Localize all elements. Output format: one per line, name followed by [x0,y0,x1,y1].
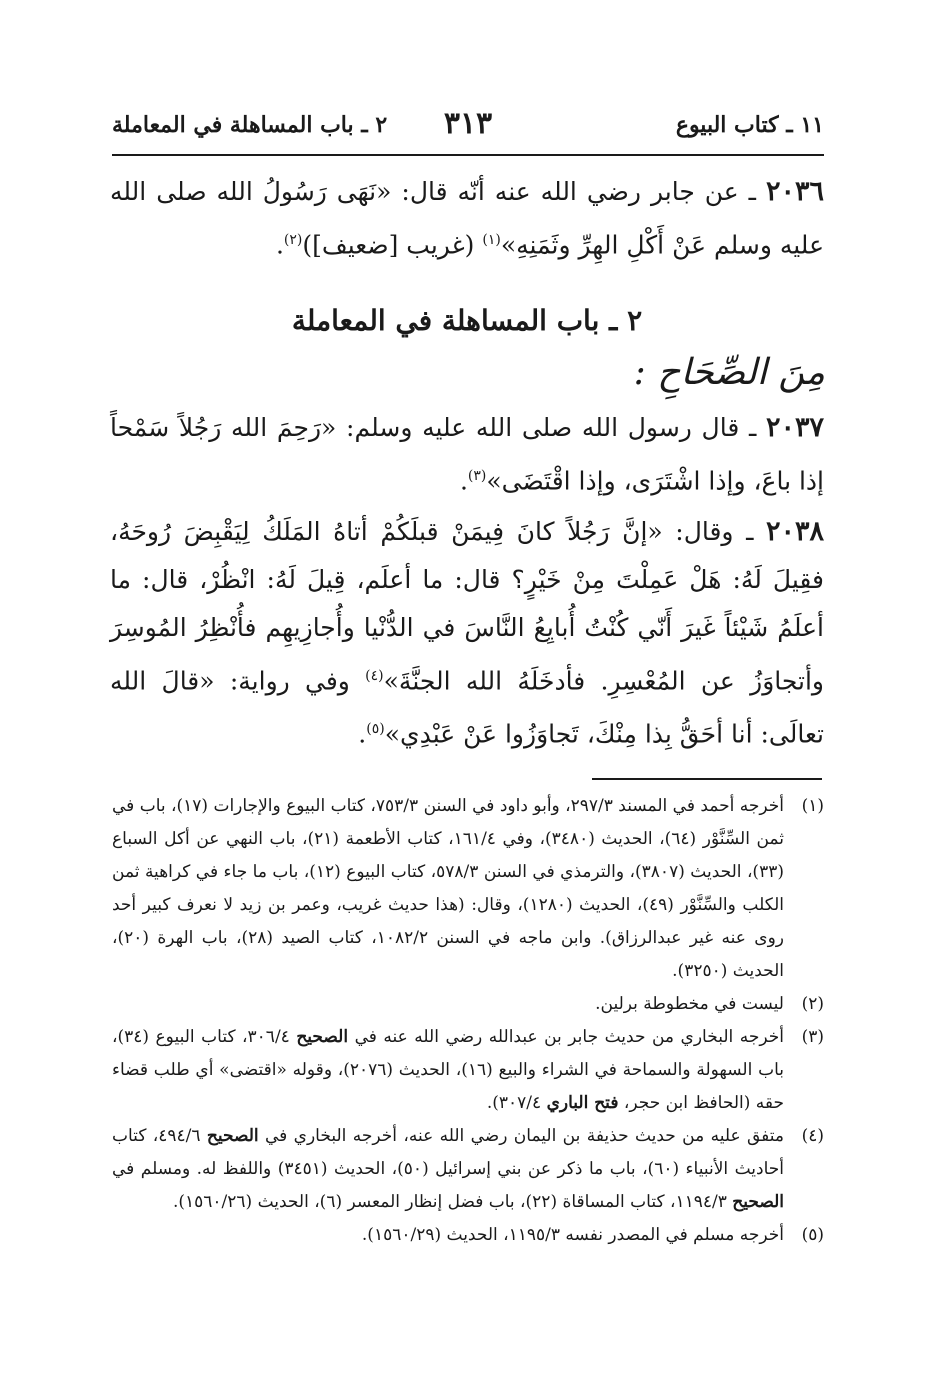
hadith-2037: ٢٠٣٧ ـ قال رسول الله صلى الله عليه وسلم: «رَحِمَ الله رَجُلاً سَمْحاً إذا باعَ، وإذا اشْتَرَى، وإذا اقْتَضَى»$^{(٣)}$. [110,412,824,496]
footnote [112,1120,824,1219]
footnote-text-part: ١١٩٤/٣، كتاب المساقاة (٢٢)، باب فضل إنظار المعسر (٦)، الحديث (١٥٦٠/٢٦). [172,1192,733,1212]
footnote-separator [592,778,822,780]
section-subheading: مِنَ الصِّحَاحِ : [633,352,825,393]
hadith-text: ـ وقال: «إنَّ رَجُلاً كانَ فِيمَنْ قبلَكُمْ أتاهُ المَلَكُ لِيَقْبِضَ رُوحَهُ، فقِيلَ لَهُ: هَلْ عَمِلْتَ مِنْ خَيْرٍ؟ قال: ما أعلَم، قِيلَ لَهُ: انْظُرْ، قال: ما أعلَمُ شَيْئاً غَيرَ أَنّي كُنْتُ أُبايِعُ النَّاسَ في الدُّنْيا وأُجازِيهِم فأُنْظِرُ المُوسِرَ وأتجاوَزُ عن المُعْسِرِ. فأدخَلَهُ الله الجنَّةَ» [110,517,825,696]
footnote-text [112,1120,784,1219]
hadith-number: ٢٠٣٧ [765,412,824,443]
source-title: الصحيح [206,1126,259,1146]
running-header [112,104,824,154]
hadith-2038: ٢٠٣٨ ـ وقال: «إنَّ رَجُلاً كانَ فِيمَنْ قبلَكُمْ أتاهُ المَلَكُ لِيَقْبِضَ رُوحَهُ، فقِيلَ لَهُ: هَلْ عَمِلْتَ مِنْ خَيْرٍ؟ قال: ما أعلَم، قِيلَ لَهُ: انْظُرْ، قال: ما أعلَمُ شَيْئاً غَيرَ أَنّي كُنْتُ أُبايِعُ النَّاسَ في الدُّنْيا وأُجازِيهِم فأُنْظِرُ المُوسِرَ وأتجاوَزُ عن المُعْسِرِ. فأدخَلَهُ الله الجنَّةَ»$^{(٤)}$ وفي رواية: «قالَ الله تعالَى: أنا أحَقُّ بِذا مِنْكَ، تَجاوَزُوا عَنْ عَبْدِي»$^{(٥)}$. [110,516,825,749]
hadith-text: ـ قال رسول الله صلى الله عليه وسلم: «رَحِمَ الله رَجُلاً سَمْحاً إذا باعَ، وإذا اشْتَرَى، وإذا اقْتَضَى» [110,413,824,496]
footnote-ref[interactable]: (١) [482,232,501,248]
footnote-number: (٢) [801,994,824,1014]
header-rule [112,154,824,156]
footnote-text: أخرجه أحمد في المسند ٢٩٧/٣، وأبو داود في السنن ٧٥٣/٣، كتاب البيوع والإجارات (١٧)، باب في ثمن السِّنَّوْر (٦٤)، الحديث (٣٤٨٠)، وفي ١٦١/٤، كتاب الأطعمة (٢١)، باب النهي عن أكل السباع (٣٣)، الحديث (٣٨٠٧)، والترمذي في السنن ٥٧٨/٣، كتاب البيوع (١٢)، باب ما جاء في كراهية ثمن الكلب والسِّنَّوْر (٤٩)، الحديث (١٢٨٠)، وقال: (هذا حديث غريب، وعمر بن زيد لا نعرف كبير أحد روى عنه غير عبدالرزاق). وابن ماجه في السنن ١٠٨٢/٢، كتاب الصيد (٢٨)، باب الهرة (٢٠)، الحديث (٣٢٥٠). [112,796,785,981]
footnote-text-part: ٤٩٤/٦، كتاب أحاديث الأنبياء (٦٠)، باب ما ذكر عن بني إسرائيل (٥٠)، الحديث (٣٤٥١) واللفظ له. ومسلم في [112,1126,784,1179]
footnote-ref[interactable]: (٥) [366,721,385,738]
footnote-number: (٤) [801,1126,824,1146]
source-title: الصحيح [732,1192,784,1212]
footnote-text-part: ٣٠٦/٤، كتاب البيوع (٣٤)، باب السهولة والسماحة في الشراء والبيع (١٦)، الحديث (٢٠٧٦)، وقوله «اقتضى» أي طلب قضاء حقه (الحافظ ابن حجر، [112,1027,784,1113]
footnote-text-part: ٣٠٧/٤). [486,1093,547,1113]
footnote [112,988,824,1021]
footnote-text-part: متفق عليه من حديث حذيفة بن اليمان رضي الله عنه، أخرجه البخاري في [258,1126,784,1146]
footnote [112,1021,824,1120]
section-title: ٢ ـ باب المساهلة في المعاملة [291,304,643,337]
footnote-ref[interactable]: (٤) [365,668,384,684]
footnote-ref[interactable]: (٢) [283,232,303,248]
footnote-text: ليست في مخطوطة برلين. [595,994,784,1014]
footnote [112,1219,824,1252]
hadith-grade: (غريب [ضعيف]) [302,230,483,260]
footnote-text: أخرجه مسلم في المصدر نفسه ١١٩٥/٣، الحديث (١٥٦٠/٢٩). [361,1225,784,1245]
hadith-variant: وفي رواية: «قالَ الله تعالَى: أنا أحَقُّ بِذا مِنْكَ، تَجاوَزُوا عَنْ عَبْدِي» [110,666,824,749]
footnote-text [112,1021,784,1120]
source-title: فتح الباري [546,1093,619,1113]
page-number: ٣١٣ [443,106,493,141]
footnote-number: (٣) [801,1027,824,1047]
hadith-2036: ٢٠٣٦ ـ عن جابر رضي الله عنه أنّه قال: «نَهَى رَسُولُ الله صلى الله عليه وسلم عَنْ أَكْلِ الهِرِّ وثَمَنِهِ»$^{(١)}$ (غريب [ضعيف])$^{(٢)}$. [110,176,824,260]
footnote-number: (٥) [801,1225,824,1245]
footnote-number: (١) [801,796,824,816]
footnote-ref[interactable]: (٣) [467,468,487,484]
hadith-number: ٢٠٣٨ [765,516,824,547]
footnotes [112,790,824,1252]
source-title: الصحيح [296,1027,349,1047]
footnote [112,790,824,988]
hadith-number: ٢٠٣٦ [765,176,824,207]
header-chapter-title: ٢ ـ باب المساهلة في المعاملة [112,112,388,138]
hadith-text: ـ عن جابر رضي الله عنه أنّه قال: «نَهَى رَسُولُ الله صلى الله عليه وسلم عَنْ أَكْلِ الهِرِّ وثَمَنِهِ» [110,177,824,260]
header-book-title: ١١ ـ كتاب البيوع [675,112,824,138]
footnote-text-part: أخرجه البخاري من حديث جابر بن عبدالله رضي الله عنه في [348,1027,784,1047]
